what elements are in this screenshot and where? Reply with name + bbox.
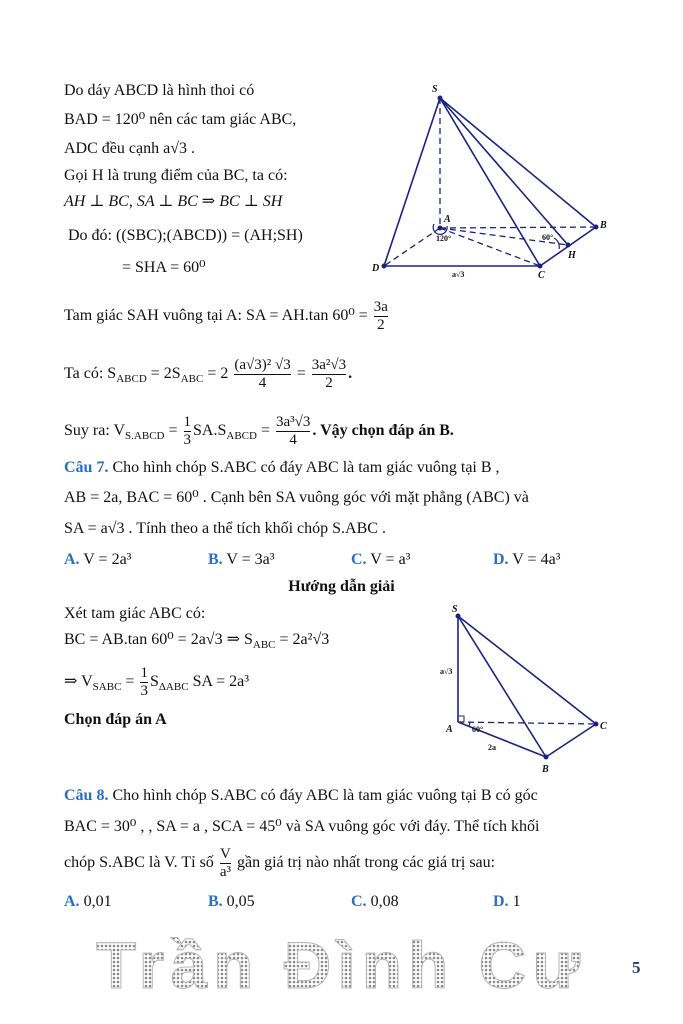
q7-label: Câu 7.: [64, 459, 109, 476]
label-b: B: [600, 220, 607, 231]
text: chóp S.ABC là V. Tỉ số: [64, 854, 214, 871]
right-angle-mark: [458, 716, 464, 722]
fraction: [312, 357, 346, 392]
numerator: 1: [183, 413, 192, 430]
point-h: [566, 243, 570, 247]
text: = 2a²√3: [279, 631, 330, 648]
label-ab: 2a: [488, 743, 496, 752]
q8-text: Cho hình chóp S.ABC có đáy ABC là tam giác vuông tại B có góc: [112, 787, 538, 804]
q8-label: Câu 8.: [64, 787, 109, 804]
watermark: [92, 928, 612, 998]
point-d: [382, 264, 386, 268]
page-number: 5: [632, 958, 641, 977]
option-key: A.: [64, 893, 80, 910]
sah-text: Tam giác SAH vuông tại A: SA = AH.tan 60⁰ =: [64, 307, 368, 324]
option-text: 1: [512, 893, 521, 910]
text: S: [149, 673, 159, 690]
point-c: [538, 264, 542, 268]
label-side: a√3: [452, 270, 465, 279]
label-b: B: [542, 764, 549, 775]
sol-line-7: = SHA = 60⁰: [122, 259, 206, 276]
sol-line-8: [64, 294, 390, 338]
subscript: ABC: [252, 639, 276, 652]
option-text: 0,05: [226, 893, 255, 910]
text: BC = AB.tan 60⁰ = 2a√3 ⇒ S: [64, 631, 253, 648]
option-key: B.: [208, 893, 223, 910]
edge-sb: [458, 616, 546, 757]
point-s: [438, 96, 442, 100]
point-c: [594, 722, 598, 726]
label-angle: 60°: [472, 725, 484, 734]
fraction: [184, 414, 192, 449]
text: ⇒ V: [64, 673, 93, 690]
option-text: V = 3a³: [226, 551, 275, 568]
edge-ac: [440, 228, 540, 266]
option-text: V = 2a³: [83, 551, 132, 568]
edge-bc: [546, 724, 596, 757]
fraction: [220, 846, 231, 881]
option-text: V = 4a³: [512, 551, 561, 568]
sol-line-4: Gọi H là trung điểm của BC, ta có:: [64, 167, 288, 184]
option-text: 0,01: [83, 893, 112, 910]
q7-line-3: SA = a√3 . Tính theo a thể tích khối chóp S.ABC .: [64, 520, 386, 537]
option-key: D.: [493, 551, 509, 568]
subscript: SABC: [92, 681, 122, 694]
edge-ac: [458, 722, 596, 724]
label-h: H: [568, 250, 576, 261]
sol-line-9: [64, 346, 352, 402]
point-b: [594, 225, 598, 229]
conclusion-text: . Vậy chọn đáp án B.: [312, 422, 454, 439]
q7-sol-1: Xét tam giác ABC có:: [64, 605, 206, 622]
sol-line-6: Do đó: ((SBC);(ABCD)) = (AH;SH): [68, 227, 303, 244]
denominator: a³: [219, 863, 231, 880]
label-120: 120°: [436, 234, 452, 243]
q7-option-c[interactable]: [351, 550, 410, 570]
text: =: [260, 422, 270, 439]
q8-option-b[interactable]: [208, 892, 255, 912]
edge-sc: [440, 98, 540, 266]
fraction: [276, 414, 310, 449]
denominator: 2: [312, 374, 346, 392]
option-key: A.: [64, 551, 80, 568]
label-d: D: [372, 263, 380, 274]
denominator: 2: [374, 316, 388, 334]
q8-line-2: BAC = 30⁰ , , SA = a , SCA = 45⁰ và SA vuông góc với đáy. Thể tích khối: [64, 818, 540, 835]
label-c: C: [600, 721, 607, 732]
edge-ad: [384, 228, 440, 266]
denominator: 3: [140, 682, 148, 699]
option-text: 0,08: [370, 893, 399, 910]
q7-answer: Chọn đáp án A: [64, 711, 167, 728]
q7-line-2: AB = 2a, BAC = 60⁰ . Cạnh bên SA vuông góc với mặt phẳng (ABC) và: [64, 489, 529, 506]
denominator: 4: [276, 431, 310, 449]
edge-sh: [440, 98, 568, 245]
label-a: A: [444, 214, 451, 225]
guide-title: Hướng dẫn giải: [288, 578, 395, 595]
label-sa: a√3: [440, 667, 453, 676]
fraction: [140, 665, 148, 700]
subscript: ABCD: [116, 373, 147, 386]
numerator: (a√3)² √3: [234, 356, 291, 373]
label-s: S: [432, 84, 438, 95]
sol-line-5: AH ⊥ BC, SA ⊥ BC ⇒ BC ⊥ SH: [64, 193, 283, 210]
sol-line-1: Do dáy ABCD là hình thoi có: [64, 82, 255, 99]
text: Ta có: S: [64, 365, 117, 382]
q7-text: Cho hình chóp S.ABC có đáy ABC là tam giác vuông tại B ,: [112, 459, 500, 476]
text: =: [296, 365, 306, 382]
pyramid-figure-2: [436, 602, 616, 782]
q7-option-b[interactable]: [208, 550, 275, 570]
text: SA.S: [193, 422, 227, 439]
label-60: 60°: [542, 233, 554, 242]
fraction: [374, 299, 388, 334]
numerator: 3a²√3: [311, 356, 347, 373]
text: =: [168, 422, 178, 439]
denominator: 4: [234, 374, 290, 392]
option-text: V = a³: [370, 551, 411, 568]
text: = 2: [207, 365, 229, 382]
option-key: B.: [208, 551, 223, 568]
q8-option-d[interactable]: [493, 892, 521, 912]
option-key: D.: [493, 893, 509, 910]
text: = 2S: [150, 365, 181, 382]
watermark-text: Trần Đình Cư: [96, 928, 587, 998]
sol-line-2: BAD = 120⁰ nên các tam giác ABC,: [64, 111, 297, 128]
edge-sd: [384, 98, 440, 266]
subscript: S.ABCD: [125, 430, 165, 443]
sol-line-3: ADC đều cạnh a√3 .: [64, 140, 195, 157]
label-a: A: [446, 724, 453, 735]
label-s: S: [452, 604, 458, 615]
text: =: [125, 673, 135, 690]
q7-line-1: [64, 458, 500, 478]
option-key: C.: [351, 551, 367, 568]
q8-option-a[interactable]: [64, 892, 112, 912]
text: gần giá trị nào nhất trong các giá trị sau:: [236, 854, 496, 871]
q8-line-1: [64, 786, 538, 806]
point-a: [438, 226, 442, 230]
sol-line-10: [64, 408, 454, 454]
q7-sol-2: [64, 630, 329, 655]
edge-sb: [440, 98, 596, 227]
pyramid-figure-1: [368, 78, 618, 283]
numerator: 1: [140, 664, 148, 681]
q7-option-d[interactable]: [493, 550, 560, 570]
fraction: [234, 357, 290, 392]
subscript: ABC: [180, 373, 204, 386]
text: SA = 2a³: [192, 673, 250, 690]
numerator: V: [219, 845, 231, 862]
q7-sol-3: [64, 660, 249, 704]
option-key: C.: [351, 893, 367, 910]
numerator: 3a: [373, 298, 388, 315]
denominator: 3: [183, 431, 192, 448]
numerator: 3a³√3: [275, 413, 311, 430]
q8-line-3: [64, 840, 495, 886]
label-c: C: [538, 270, 545, 281]
subscript: ΔABC: [158, 681, 189, 694]
subscript: ABCD: [226, 430, 257, 443]
text: Suy ra: V: [64, 422, 126, 439]
text: .: [348, 365, 353, 382]
edge-sc: [458, 616, 596, 724]
q7-option-a[interactable]: [64, 550, 131, 570]
point-b: [544, 755, 548, 759]
q8-option-c[interactable]: [351, 892, 399, 912]
